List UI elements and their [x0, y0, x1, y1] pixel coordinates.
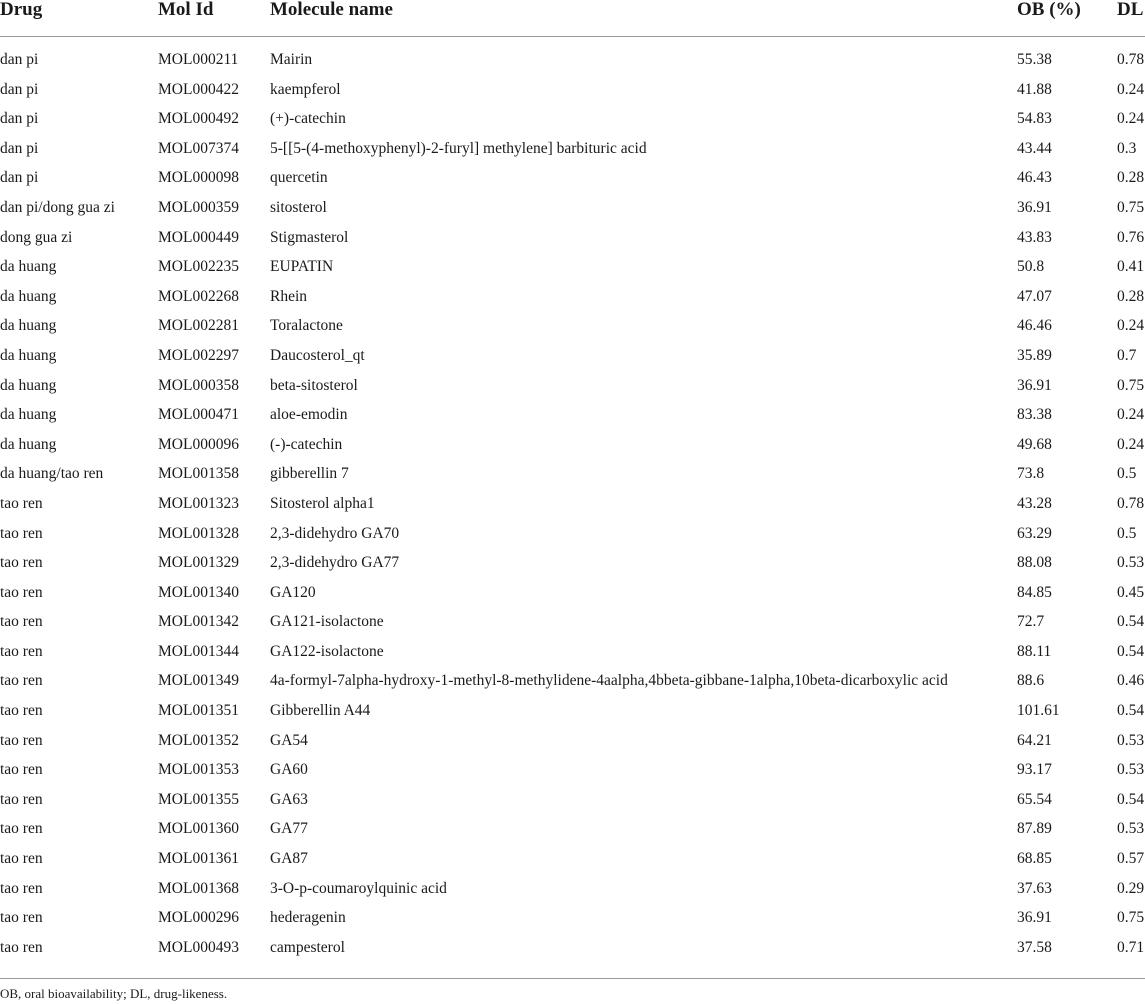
cell-drug: tao ren: [0, 909, 43, 927]
cell-ob: 84.85: [1017, 583, 1052, 601]
cell-dl: 0.24: [1117, 110, 1145, 128]
cell-drug: tao ren: [0, 879, 43, 897]
header-molecule-name: Molecule name: [270, 0, 393, 20]
cell-molecule-name: GA87: [270, 850, 308, 868]
cell-dl: 0.57: [1117, 850, 1145, 868]
cell-drug: dan pi: [0, 51, 39, 68]
cell-mol-id: MOL001340: [158, 583, 239, 601]
cell-mol-id: MOL001323: [158, 494, 239, 512]
cell-molecule-name: campesterol: [270, 938, 345, 956]
cell-drug: da huang: [0, 317, 57, 335]
cell-dl: 0.75: [1117, 198, 1145, 216]
cell-molecule-name: Rhein: [270, 287, 308, 305]
cell-molecule-name: GA54: [270, 731, 308, 749]
cell-ob: 54.83: [1017, 110, 1052, 128]
table-row: [0, 908, 1145, 938]
table-row: [0, 346, 1145, 376]
cell-ob: 88.11: [1017, 642, 1052, 660]
cell-drug: da huang: [0, 287, 57, 305]
cell-molecule-name: GA77: [270, 820, 308, 838]
cell-molecule-name: Gibberellin A44: [270, 702, 371, 720]
table-row: [0, 731, 1145, 761]
cell-dl: 0.53: [1117, 731, 1145, 749]
cell-drug: tao ren: [0, 494, 43, 512]
cell-ob: 88.6: [1017, 672, 1045, 690]
cell-drug: da huang: [0, 346, 57, 364]
cell-ob: 46.43: [1017, 169, 1052, 187]
cell-ob: 36.91: [1017, 376, 1052, 394]
cell-molecule-name: 2,3-didehydro GA70: [270, 524, 400, 542]
cell-ob: 88.08: [1017, 554, 1052, 572]
table-row: [0, 228, 1145, 258]
table-row: [0, 168, 1145, 198]
cell-ob: 68.85: [1017, 850, 1052, 868]
cell-dl: 0.53: [1117, 820, 1145, 838]
cell-molecule-name: 3-O-p-coumaroylquinic acid: [270, 879, 447, 897]
table-header: [0, 0, 1145, 37]
cell-ob: 35.89: [1017, 346, 1052, 364]
table-body: [0, 50, 1145, 967]
header-dl: DL: [1117, 0, 1144, 20]
cell-ob: 36.91: [1017, 909, 1052, 927]
cell-drug: tao ren: [0, 761, 43, 779]
cell-drug: tao ren: [0, 583, 43, 601]
cell-molecule-name: GA63: [270, 790, 308, 808]
cell-ob: 41.88: [1017, 80, 1052, 98]
cell-mol-id: MOL000211: [158, 51, 239, 68]
table-footnote: OB, oral bioavailability; DL, drug-likeness.: [0, 986, 228, 1001]
cell-mol-id: MOL000422: [158, 80, 239, 98]
cell-molecule-name: 5-[[5-(4-methoxyphenyl)-2-furyl] methylene] barbituric acid: [270, 139, 647, 157]
cell-molecule-name: GA60: [270, 761, 308, 779]
cell-molecule-name: 2,3-didehydro GA77: [270, 554, 400, 572]
cell-dl: 0.41: [1117, 258, 1145, 276]
cell-mol-id: MOL001342: [158, 613, 239, 631]
table-row: [0, 612, 1145, 642]
cell-drug: da huang: [0, 406, 57, 424]
cell-ob: 65.54: [1017, 790, 1052, 808]
cell-dl: 0.76: [1117, 228, 1145, 246]
cell-dl: 0.29: [1117, 879, 1145, 897]
cell-ob: 37.58: [1017, 938, 1052, 956]
cell-molecule-name: kaempferol: [270, 80, 341, 98]
cell-mol-id: MOL001351: [158, 702, 239, 720]
cell-drug: dan pi/dong gua zi: [0, 198, 115, 216]
cell-ob: 43.28: [1017, 494, 1052, 512]
cell-dl: 0.54: [1117, 613, 1145, 631]
cell-dl: 0.53: [1117, 761, 1145, 779]
table-row: [0, 849, 1145, 879]
cell-molecule-name: Daucosterol_qt: [270, 346, 365, 364]
cell-mol-id: MOL001355: [158, 790, 239, 808]
cell-mol-id: MOL000359: [158, 198, 239, 216]
cell-ob: 87.89: [1017, 820, 1052, 838]
cell-dl: 0.75: [1117, 909, 1145, 927]
cell-dl: 0.78: [1117, 494, 1145, 512]
header-ob: OB (%): [1017, 0, 1081, 20]
cell-ob: 72.7: [1017, 613, 1045, 631]
cell-drug: tao ren: [0, 524, 43, 542]
cell-mol-id: MOL000492: [158, 110, 239, 128]
cell-mol-id: MOL007374: [158, 139, 239, 157]
cell-dl: 0.5: [1117, 524, 1137, 542]
cell-mol-id: MOL001360: [158, 820, 239, 838]
table-row: [0, 257, 1145, 287]
cell-drug: dan pi: [0, 169, 39, 187]
cell-dl: 0.54: [1117, 790, 1145, 808]
cell-molecule-name: hederagenin: [270, 909, 346, 927]
cell-ob: 101.61: [1017, 702, 1060, 720]
table-row: [0, 701, 1145, 731]
cell-drug: tao ren: [0, 642, 43, 660]
cell-molecule-name: GA120: [270, 583, 316, 601]
cell-mol-id: MOL001328: [158, 524, 239, 542]
cell-drug: da huang: [0, 258, 57, 276]
table-row: [0, 376, 1145, 406]
cell-mol-id: MOL001358: [158, 465, 239, 483]
cell-drug: dan pi: [0, 80, 39, 98]
table-row: [0, 879, 1145, 909]
table-row: [0, 139, 1145, 169]
cell-molecule-name: GA122-isolactone: [270, 642, 384, 660]
cell-ob: 83.38: [1017, 406, 1052, 424]
cell-drug: tao ren: [0, 938, 43, 956]
cell-mol-id: MOL001344: [158, 642, 239, 660]
cell-ob: 43.83: [1017, 228, 1052, 246]
cell-drug: tao ren: [0, 850, 43, 868]
cell-ob: 36.91: [1017, 198, 1052, 216]
cell-drug: tao ren: [0, 820, 43, 838]
cell-drug: tao ren: [0, 672, 43, 690]
cell-mol-id: MOL001368: [158, 879, 239, 897]
cell-mol-id: MOL002235: [158, 258, 239, 276]
cell-molecule-name: (-)-catechin: [270, 435, 343, 453]
cell-dl: 0.54: [1117, 702, 1145, 720]
cell-mol-id: MOL000098: [158, 169, 239, 187]
cell-mol-id: MOL000493: [158, 938, 239, 956]
table-row: [0, 494, 1145, 524]
cell-drug: tao ren: [0, 554, 43, 572]
cell-molecule-name: GA121-isolactone: [270, 613, 384, 631]
table-row: [0, 760, 1145, 790]
header-drug: Drug: [0, 0, 43, 20]
cell-molecule-name: 4a-formyl-7alpha-hydroxy-1-methyl-8-methylidene-4aalpha,4bbeta-gibbane-1alpha,10beta-dicarboxylic acid: [270, 672, 948, 690]
cell-drug: da huang/tao ren: [0, 465, 104, 483]
cell-ob: 73.8: [1017, 465, 1045, 483]
cell-drug: tao ren: [0, 613, 43, 631]
table-row: [0, 109, 1145, 139]
table-row: [0, 671, 1145, 701]
cell-dl: 0.5: [1117, 465, 1137, 483]
cell-drug: tao ren: [0, 702, 43, 720]
cell-mol-id: MOL001352: [158, 731, 239, 749]
table-row: [0, 316, 1145, 346]
cell-mol-id: MOL000449: [158, 228, 239, 246]
cell-dl: 0.24: [1117, 435, 1145, 453]
table-row: [0, 938, 1145, 968]
table-row: [0, 790, 1145, 820]
cell-molecule-name: sitosterol: [270, 198, 327, 216]
cell-dl: 0.7: [1117, 346, 1137, 364]
cell-drug: da huang: [0, 376, 57, 394]
cell-mol-id: MOL000296: [158, 909, 239, 927]
cell-ob: 46.46: [1017, 317, 1052, 335]
cell-mol-id: MOL002268: [158, 287, 239, 305]
cell-molecule-name: EUPATIN: [270, 258, 334, 276]
cell-ob: 37.63: [1017, 879, 1052, 897]
table-row: [0, 642, 1145, 672]
cell-dl: 0.24: [1117, 406, 1145, 424]
table-row: [0, 583, 1145, 613]
cell-dl: 0.24: [1117, 317, 1145, 335]
table-row: [0, 198, 1145, 228]
cell-ob: 55.38: [1017, 51, 1052, 68]
header-mol-id: Mol Id: [158, 0, 214, 20]
cell-dl: 0.78: [1117, 51, 1145, 68]
cell-molecule-name: aloe-emodin: [270, 406, 348, 424]
table-row: [0, 524, 1145, 554]
cell-dl: 0.28: [1117, 287, 1145, 305]
cell-mol-id: MOL000096: [158, 435, 239, 453]
cell-ob: 93.17: [1017, 761, 1052, 779]
cell-dl: 0.46: [1117, 672, 1145, 690]
cell-molecule-name: Mairin: [270, 51, 313, 68]
table-row: [0, 553, 1145, 583]
table-row: [0, 287, 1145, 317]
cell-dl: 0.45: [1117, 583, 1145, 601]
cell-dl: 0.3: [1117, 139, 1137, 157]
cell-mol-id: MOL002297: [158, 346, 239, 364]
cell-mol-id: MOL001329: [158, 554, 239, 572]
cell-molecule-name: Sitosterol alpha1: [270, 494, 375, 512]
cell-mol-id: MOL001361: [158, 850, 239, 868]
cell-mol-id: MOL001349: [158, 672, 239, 690]
cell-drug: tao ren: [0, 731, 43, 749]
cell-ob: 50.8: [1017, 258, 1045, 276]
cell-molecule-name: Stigmasterol: [270, 228, 349, 246]
table-bottom-rule: [0, 978, 1145, 979]
cell-ob: 43.44: [1017, 139, 1052, 157]
cell-drug: dan pi: [0, 110, 39, 128]
cell-mol-id: MOL000471: [158, 406, 239, 424]
table-row: [0, 464, 1145, 494]
cell-drug: da huang: [0, 435, 57, 453]
cell-molecule-name: Toralactone: [270, 317, 343, 335]
cell-dl: 0.54: [1117, 642, 1145, 660]
cell-molecule-name: quercetin: [270, 169, 328, 187]
cell-drug: dong gua zi: [0, 228, 73, 246]
cell-dl: 0.75: [1117, 376, 1145, 394]
cell-molecule-name: gibberellin 7: [270, 465, 349, 483]
cell-dl: 0.24: [1117, 80, 1145, 98]
cell-ob: 63.29: [1017, 524, 1052, 542]
table-row: [0, 50, 1145, 80]
cell-mol-id: MOL000358: [158, 376, 239, 394]
cell-dl: 0.53: [1117, 554, 1145, 572]
cell-ob: 49.68: [1017, 435, 1052, 453]
cell-molecule-name: beta-sitosterol: [270, 376, 358, 394]
cell-ob: 64.21: [1017, 731, 1052, 749]
cell-mol-id: MOL002281: [158, 317, 239, 335]
cell-ob: 47.07: [1017, 287, 1052, 305]
table-row: [0, 435, 1145, 465]
table-row: [0, 819, 1145, 849]
cell-dl: 0.28: [1117, 169, 1145, 187]
cell-drug: dan pi: [0, 139, 39, 157]
table-row: [0, 80, 1145, 110]
cell-drug: tao ren: [0, 790, 43, 808]
cell-mol-id: MOL001353: [158, 761, 239, 779]
table-row: [0, 405, 1145, 435]
cell-molecule-name: (+)-catechin: [270, 110, 346, 128]
cell-dl: 0.71: [1117, 938, 1145, 956]
